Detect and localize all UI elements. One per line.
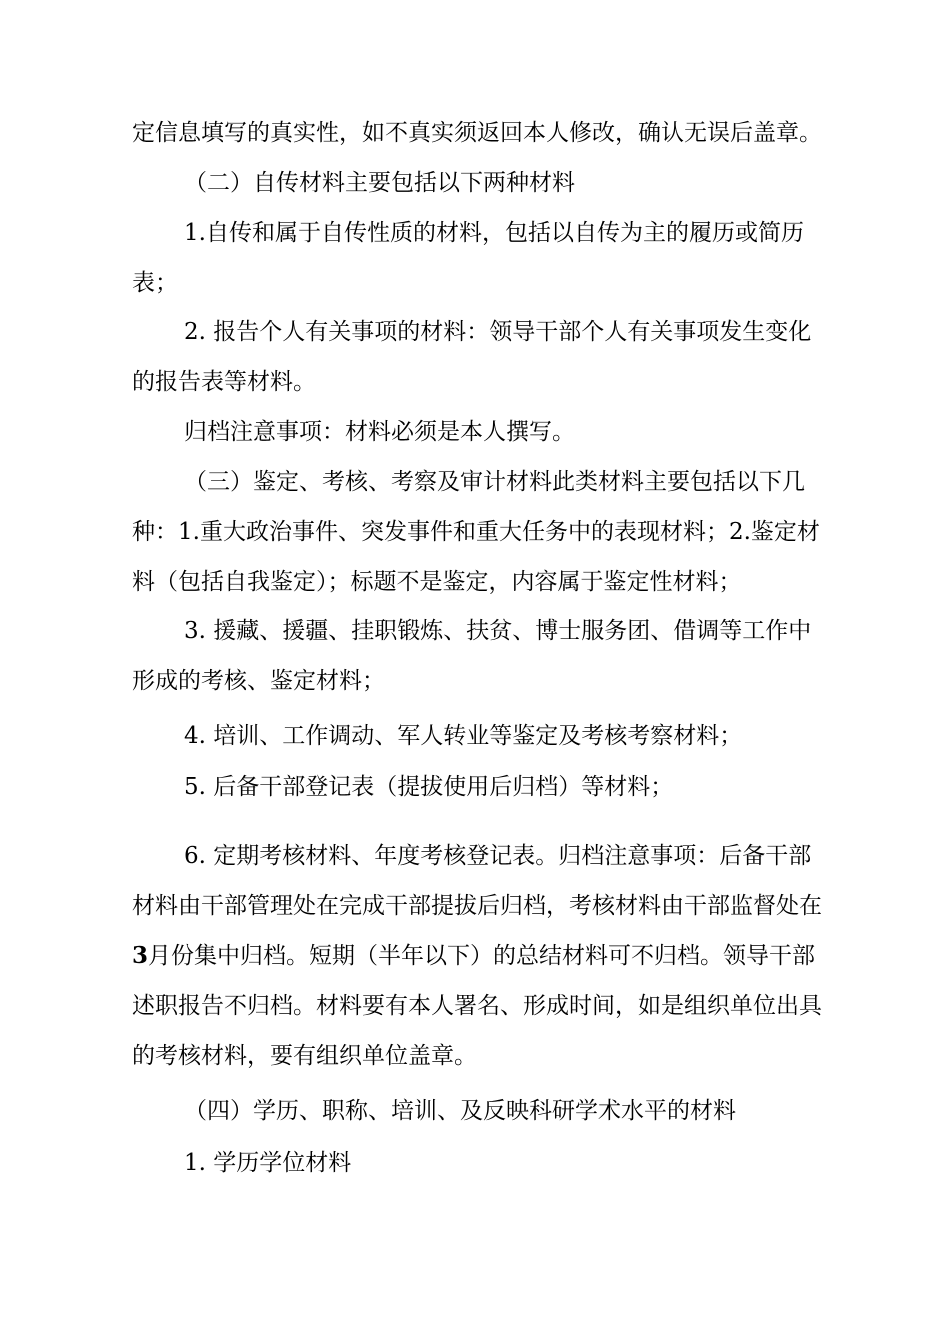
list-item-autobiography: 1.自传和属于自传性质的材料，包括以自传为主的履历或简历表； <box>132 220 804 296</box>
section-heading-three: （三）鉴定、考核、考察及审计材料此类材料主要包括以下几种：1.重大政治事件、突发事件和重大任务中的表现材料；2.鉴定材料（包括自我鉴定）；标题不是鉴定，内容属于鉴定性材料； <box>132 469 820 595</box>
month-number: 3 <box>132 942 149 969</box>
list-item-degree: 1. 学历学位材料 <box>184 1150 352 1176</box>
filing-note-autobiography: 归档注意事项：材料必须是本人撰写。 <box>184 419 575 445</box>
periodic-assessment-text-a: 6. 定期考核材料、年度考核登记表。归档注意事项：后备干部材料由干部管理处在完成干部提拔后归档，考核材料由干部监督处在 <box>132 843 822 919</box>
list-item-personal-matters: 2. 报告个人有关事项的材料：领导干部个人有关事项发生变化的报告表等材料。 <box>132 319 812 395</box>
list-item-assignment-assessment: 3. 援藏、援疆、挂职锻炼、扶贫、博士服务团、借调等工作中形成的考核、鉴定材料； <box>132 618 812 694</box>
list-item-training-transfer: 4. 培训、工作调动、军人转业等鉴定及考核考察材料； <box>184 723 743 749</box>
paragraph-continuation: 定信息填写的真实性，如不真实须返回本人修改，确认无误后盖章。 <box>132 120 822 146</box>
section-heading-two: （二）自传材料主要包括以下两种材料 <box>184 170 575 196</box>
list-item-reserve-cadre: 5. 后备干部登记表（提拔使用后归档）等材料； <box>184 774 674 800</box>
list-item-periodic-assessment <box>132 831 822 1081</box>
section-heading-four: （四）学历、职称、培训、及反映科研学术水平的材料 <box>184 1098 736 1124</box>
periodic-assessment-text-b: 月份集中归档。短期（半年以下）的总结材料可不归档。领导干部述职报告不归档。材料要有本人署名、形成时间，如是组织单位出具的考核材料，要有组织单位盖章。 <box>132 943 822 1069</box>
